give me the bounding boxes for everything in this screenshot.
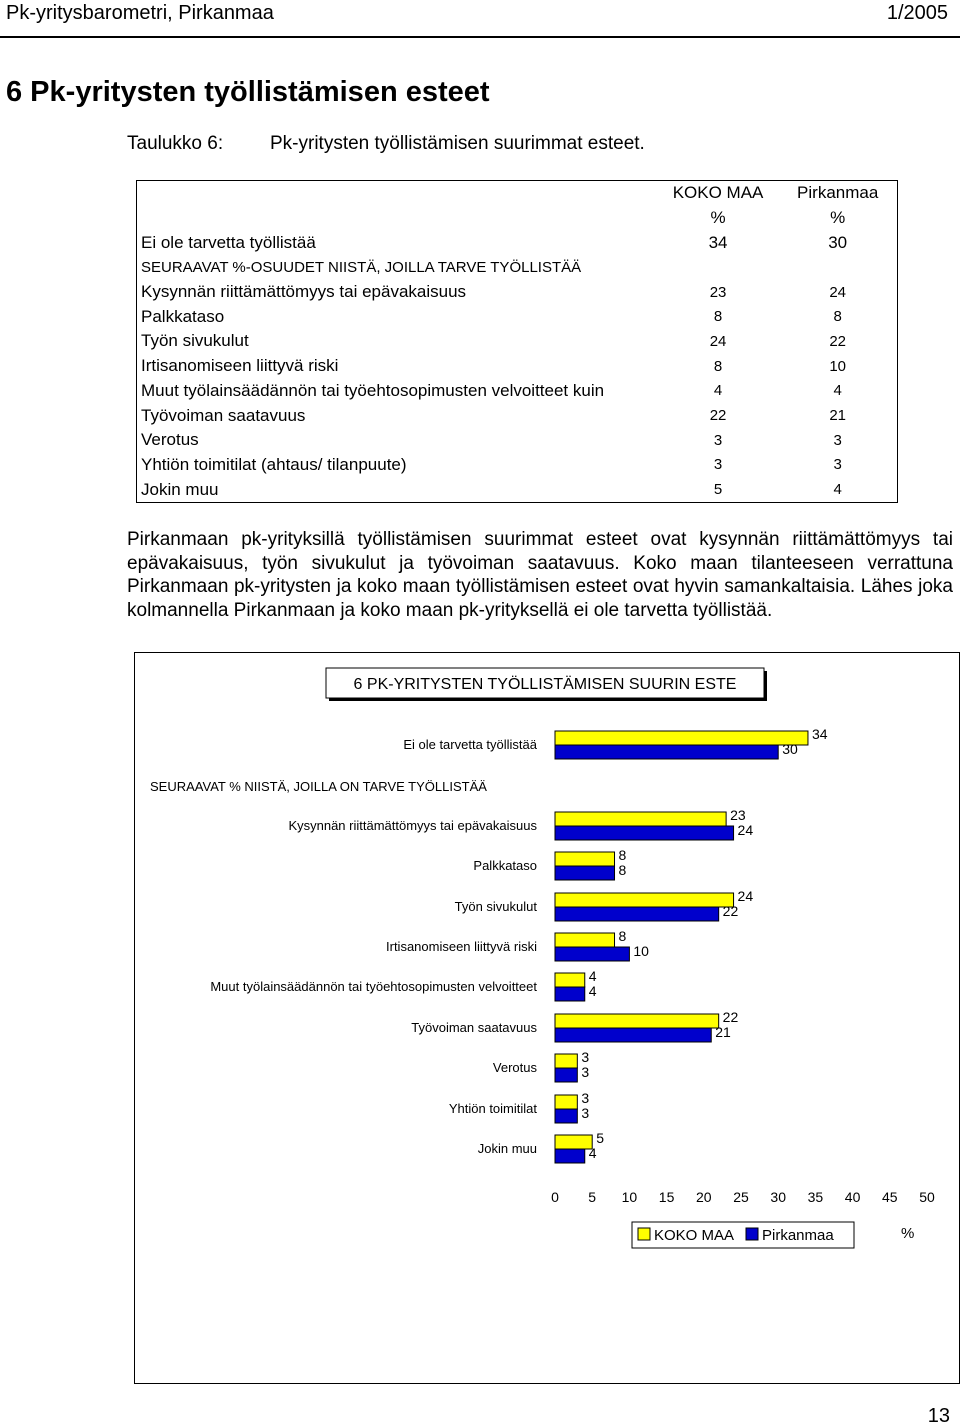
chart-bar-pirkanmaa [555,826,734,840]
chart-subheading: SEURAAVAT % NIISTÄ, JOILLA ON TARVE TYÖLLISTÄÄ [150,779,487,794]
x-tick-label: 10 [621,1189,638,1205]
chart-bar-koko-maa [555,933,615,947]
chart-value-label-koko-maa: 23 [730,807,746,823]
row-value-koko: 5 [713,481,723,499]
header-issue: 1/2005 [886,2,948,24]
chart-bar-pirkanmaa [555,907,719,921]
chart-value-label-koko-maa: 8 [618,928,627,944]
chart-bar-koko-maa [555,1095,577,1109]
table-caption-text: Pk-yritysten työllistämisen suurimmat esteet. [270,133,645,154]
chart-value-label-pirkanmaa: 8 [618,862,627,878]
chart-value-label-pirkanmaa: 4 [588,1145,597,1161]
chart-value-label-koko-maa: 3 [581,1090,590,1106]
chart-value-label-koko-maa: 22 [722,1009,739,1025]
chart-bar-koko-maa [555,852,615,866]
chart-value-label-pirkanmaa: 30 [782,741,798,757]
row-value-koko: 3 [713,456,723,474]
chart-value-label-pirkanmaa: 3 [581,1105,590,1121]
legend-swatch-pirkanmaa [746,1228,758,1240]
x-axis-unit: % [901,1225,915,1242]
chart-title: 6 PK-YRITYSTEN TYÖLLISTÄMISEN SUURIN ESTE [353,676,737,693]
chart-category-label: Ei ole tarvetta työllistää [403,737,537,752]
x-tick-label: 45 [882,1189,898,1205]
row-value-pirk: 3 [833,456,842,474]
chart-value-label-pirkanmaa: 24 [737,822,754,838]
chart-value-label-pirkanmaa: 21 [715,1024,731,1040]
chart-bar-pirkanmaa [555,1109,577,1123]
x-tick-label: 5 [588,1189,597,1205]
chart-category-label: Yhtiön toimitilat [448,1101,537,1116]
chart-bar-pirkanmaa [555,947,629,961]
chart-value-label-koko-maa: 4 [588,968,597,984]
row-label: Palkkataso [141,306,225,326]
chart-value-label-koko-maa: 24 [737,888,754,904]
row-value-koko: 4 [713,382,723,400]
chart-category-label: Kysynnän riittämättömyys tai epävakaisuus [288,818,537,833]
chart-bar-koko-maa [555,893,734,907]
row-value-koko: 22 [709,407,727,425]
chart-bar-pirkanmaa [555,1028,711,1042]
row-value-pirk: 3 [833,431,842,449]
chart-bar-pirkanmaa [555,987,585,1001]
chart-category-label: Irtisanomiseen liittyvä riski [386,939,537,954]
row-label: Irtisanomiseen liittyvä riski [141,356,339,376]
summary-paragraph: Pirkanmaan pk-yrityksillä työllistämisen suurimmat esteet ovat kysynnän riittämättömyys tai epävakaisuus, työn sivukulut ja työvoiman saatavuus. Koko maan tilanteeseen verrattuna Pirkanmaan pk-yritysten ja koko maan työllistämisen esteet ovat hyvin samankaltaisia. Lähes joka kolmannella Pirkanmaan ja koko maan pk-yrityksellä ei ole tarvetta työllistää. [127,529,953,621]
unit-koko-maa: % [710,208,726,228]
x-tick-label: 35 [807,1189,824,1205]
page-number: 13 [927,1405,950,1427]
row-label: Verotus [141,430,199,450]
chart-category-label: Työn sivukulut [454,899,537,914]
x-tick-label: 30 [770,1189,786,1205]
x-tick-label: 40 [844,1189,861,1205]
row-label: Kysynnän riittämättömyys tai epävakaisuus [141,282,467,302]
chart-bar-koko-maa [555,973,585,987]
chart-value-label-koko-maa: 3 [581,1049,590,1065]
chart-value-label-pirkanmaa: 10 [633,943,649,959]
chart-bar-pirkanmaa [555,1068,577,1082]
row-value-koko: 8 [713,308,723,326]
col-header-koko-maa: KOKO MAA [672,183,764,203]
row-label: Työvoiman saatavuus [141,405,306,425]
header-title: Pk-yritysbarometri, Pirkanmaa [6,2,274,24]
legend-label-pirkanmaa: Pirkanmaa [762,1227,834,1244]
row-label: Ei ole tarvetta työllistää [141,232,316,252]
chart-bar-koko-maa [555,812,726,826]
col-header-pirkanmaa: Pirkanmaa [797,183,879,203]
x-tick-label: 20 [696,1189,712,1205]
unit-pirkanmaa: % [830,208,846,228]
legend-label-koko-maa: KOKO MAA [654,1227,735,1244]
row-value-koko: 23 [709,283,727,301]
row-value-pirk: 30 [828,232,848,252]
row-value-pirk: 21 [829,407,847,425]
x-tick-label: 0 [551,1189,559,1205]
chart-category-label: Palkkataso [473,858,537,873]
row-value-pirk: 4 [833,382,842,400]
chart-value-label-pirkanmaa: 4 [588,983,597,999]
row-value-koko: 34 [708,232,728,252]
chart-category-label: Muut työlainsäädännön tai työehtosopimusten velvoitteet [210,979,537,994]
legend-swatch-koko-maa [638,1228,650,1240]
row-label: Jokin muu [141,479,219,499]
row-label: Muut työlainsäädännön tai työehtosopimusten velvoitteet kuin [141,380,605,400]
row-value-pirk: 8 [833,308,842,326]
chart-value-label-koko-maa: 8 [618,847,627,863]
row-value-koko: 24 [709,332,727,350]
chart-value-label-pirkanmaa: 3 [581,1064,590,1080]
chart-category-label: Jokin muu [477,1141,537,1156]
chart-bar-koko-maa [555,731,808,745]
chart-value-label-koko-maa: 34 [811,726,828,742]
chart-bar-koko-maa [555,1014,719,1028]
chart-value-label-koko-maa: 5 [596,1130,604,1146]
x-tick-label: 50 [919,1189,935,1205]
row-value-pirk: 4 [833,481,842,499]
row-value-koko: 3 [713,431,723,449]
row-label: SEURAAVAT %-OSUUDET NIISTÄ, JOILLA TARVE TYÖLLISTÄÄ [141,258,582,276]
x-tick-label: 25 [733,1189,749,1205]
row-value-koko: 8 [713,357,723,375]
chart-category-label: Työvoiman saatavuus [411,1020,537,1035]
chart-category-label: Verotus [492,1060,537,1075]
row-value-pirk: 22 [829,332,847,350]
row-label: Yhtiön toimitilat (ahtaus/ tilanpuute) [141,454,407,474]
chart-bar-pirkanmaa [555,866,615,880]
row-label: Työn sivukulut [141,331,249,351]
row-value-pirk: 10 [829,357,847,375]
chart-value-label-pirkanmaa: 22 [722,903,739,919]
table-caption-label: Taulukko 6: [127,133,224,154]
chart-bar-pirkanmaa [555,1149,585,1163]
chart-bar-koko-maa [555,1054,577,1068]
chart-bar-pirkanmaa [555,745,778,759]
x-tick-label: 15 [658,1189,675,1205]
chart-bar-koko-maa [555,1135,592,1149]
section-title: 6 Pk-yritysten työllistämisen esteet [6,76,490,108]
row-value-pirk: 24 [829,283,847,301]
